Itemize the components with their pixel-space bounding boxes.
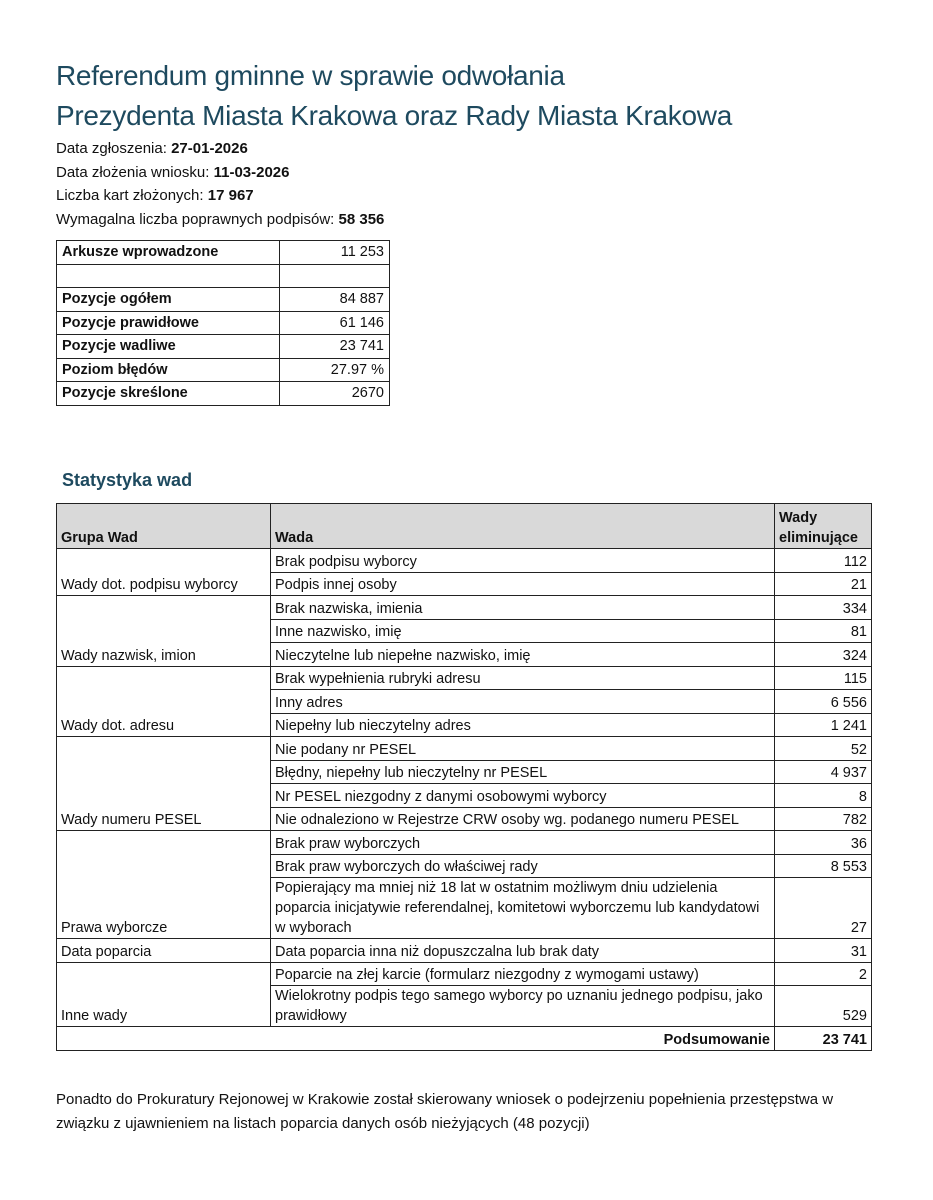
table-row: Błędny, niepełny lub nieczytelny nr PESEL 4 937 (57, 760, 872, 784)
title-line-2: Prezydenta Miasta Krakowa oraz Rady Miasta Krakowa (56, 100, 732, 131)
group-cell: Wady dot. adresu (57, 666, 271, 737)
table-row: Wielokrotny podpis tego samego wyborcy po uznaniu jednego podpisu, jako prawidłowy 529 (57, 986, 872, 1027)
summary-table (56, 240, 390, 406)
table-row: Nieczytelne lub niepełne nazwisko, imię 324 (57, 643, 872, 667)
summary-row: Pozycje prawidłowe 61 146 (57, 311, 390, 335)
total-row (57, 1027, 872, 1051)
table-row: Podpis innej osoby 21 (57, 572, 872, 596)
table-row: Inne nazwisko, imię 81 (57, 619, 872, 643)
group-cell: Wady nazwisk, imion (57, 596, 271, 667)
group-cell: Wady numeru PESEL (57, 737, 271, 831)
table-row: Inne wady Poparcie na złej karcie (formularz niezgodny z wymogami ustawy) 2 (57, 962, 872, 986)
meta-cards-count: Liczba kart złożonych: 17 967 (56, 187, 254, 204)
table-row: Prawa wyborcze Brak praw wyborczych 36 (57, 831, 872, 855)
table-row: Brak praw wyborczych do właściwej rady 8 553 (57, 854, 872, 878)
meta-info (56, 137, 384, 231)
summary-row: Poziom błędów 27.97 % (57, 358, 390, 382)
meta-submission-date: Data zgłoszenia: 27-01-2026 (56, 140, 248, 157)
group-cell: Prawa wyborcze (57, 831, 271, 939)
table-row: Nr PESEL niezgodny z danymi osobowymi wyborcy 8 (57, 784, 872, 808)
meta-application-date: Data złożenia wniosku: 11-03-2026 (56, 163, 290, 181)
summary-row: Pozycje ogółem 84 887 (57, 288, 390, 312)
summary-row: Pozycje skreślone 2670 (57, 382, 390, 406)
summary-row: Arkusze wprowadzone 11 253 (57, 241, 390, 265)
group-cell: Wady dot. podpisu wyborcy (57, 549, 271, 596)
table-row: Popierający ma mniej niż 18 lat w ostatnim możliwym dniu udzielenia poparcia inicjatywie referendalnej, komitetowi wyborczemu lub kandydatowi w wyborach 27 (57, 878, 872, 939)
defects-table (56, 503, 872, 1051)
total-label: Podsumowanie (57, 1027, 775, 1051)
total-value: 23 741 (775, 1027, 872, 1051)
header-defect: Wada (271, 504, 775, 549)
group-cell: Data poparcia (57, 939, 271, 963)
meta-required-signatures: Wymagalna liczba poprawnych podpisów: 58 356 (56, 210, 385, 228)
footnote: Ponadto do Prokuratury Rejonowej w Krakowie został skierowany wniosek o podejrzeniu popełnienia przestępstwa w związku z ujawnieniem na listach poparcia danych osób nieżyjących (48 pozycji) (56, 1091, 834, 1132)
table-row: Wady dot. adresu Brak wypełnienia rubryki adresu 115 (57, 666, 872, 690)
table-row: Wady dot. podpisu wyborcy Brak podpisu wyborcy 112 (57, 549, 872, 573)
section-title: Statystyka wad (62, 470, 193, 490)
header-group: Grupa Wad (57, 504, 271, 549)
group-cell: Inne wady (57, 962, 271, 1027)
page-title (56, 56, 732, 136)
table-row: Wady numeru PESEL Nie podany nr PESEL 52 (57, 737, 872, 761)
table-row: Nie odnaleziono w Rejestrze CRW osoby wg. podanego numeru PESEL 782 (57, 807, 872, 831)
table-row: Niepełny lub nieczytelny adres 1 241 (57, 713, 872, 737)
table-row: Data poparcia Data poparcia inna niż dopuszczalna lub brak daty 31 (57, 939, 872, 963)
header-count: Wady eliminujące (775, 504, 872, 549)
summary-row-empty (57, 264, 390, 288)
table-row: Inny adres 6 556 (57, 690, 872, 714)
table-header-row (57, 504, 872, 549)
title-line-1: Referendum gminne w sprawie odwołania (56, 60, 565, 91)
table-row: Wady nazwisk, imion Brak nazwiska, imienia 334 (57, 596, 872, 620)
summary-row: Pozycje wadliwe 23 741 (57, 335, 390, 359)
